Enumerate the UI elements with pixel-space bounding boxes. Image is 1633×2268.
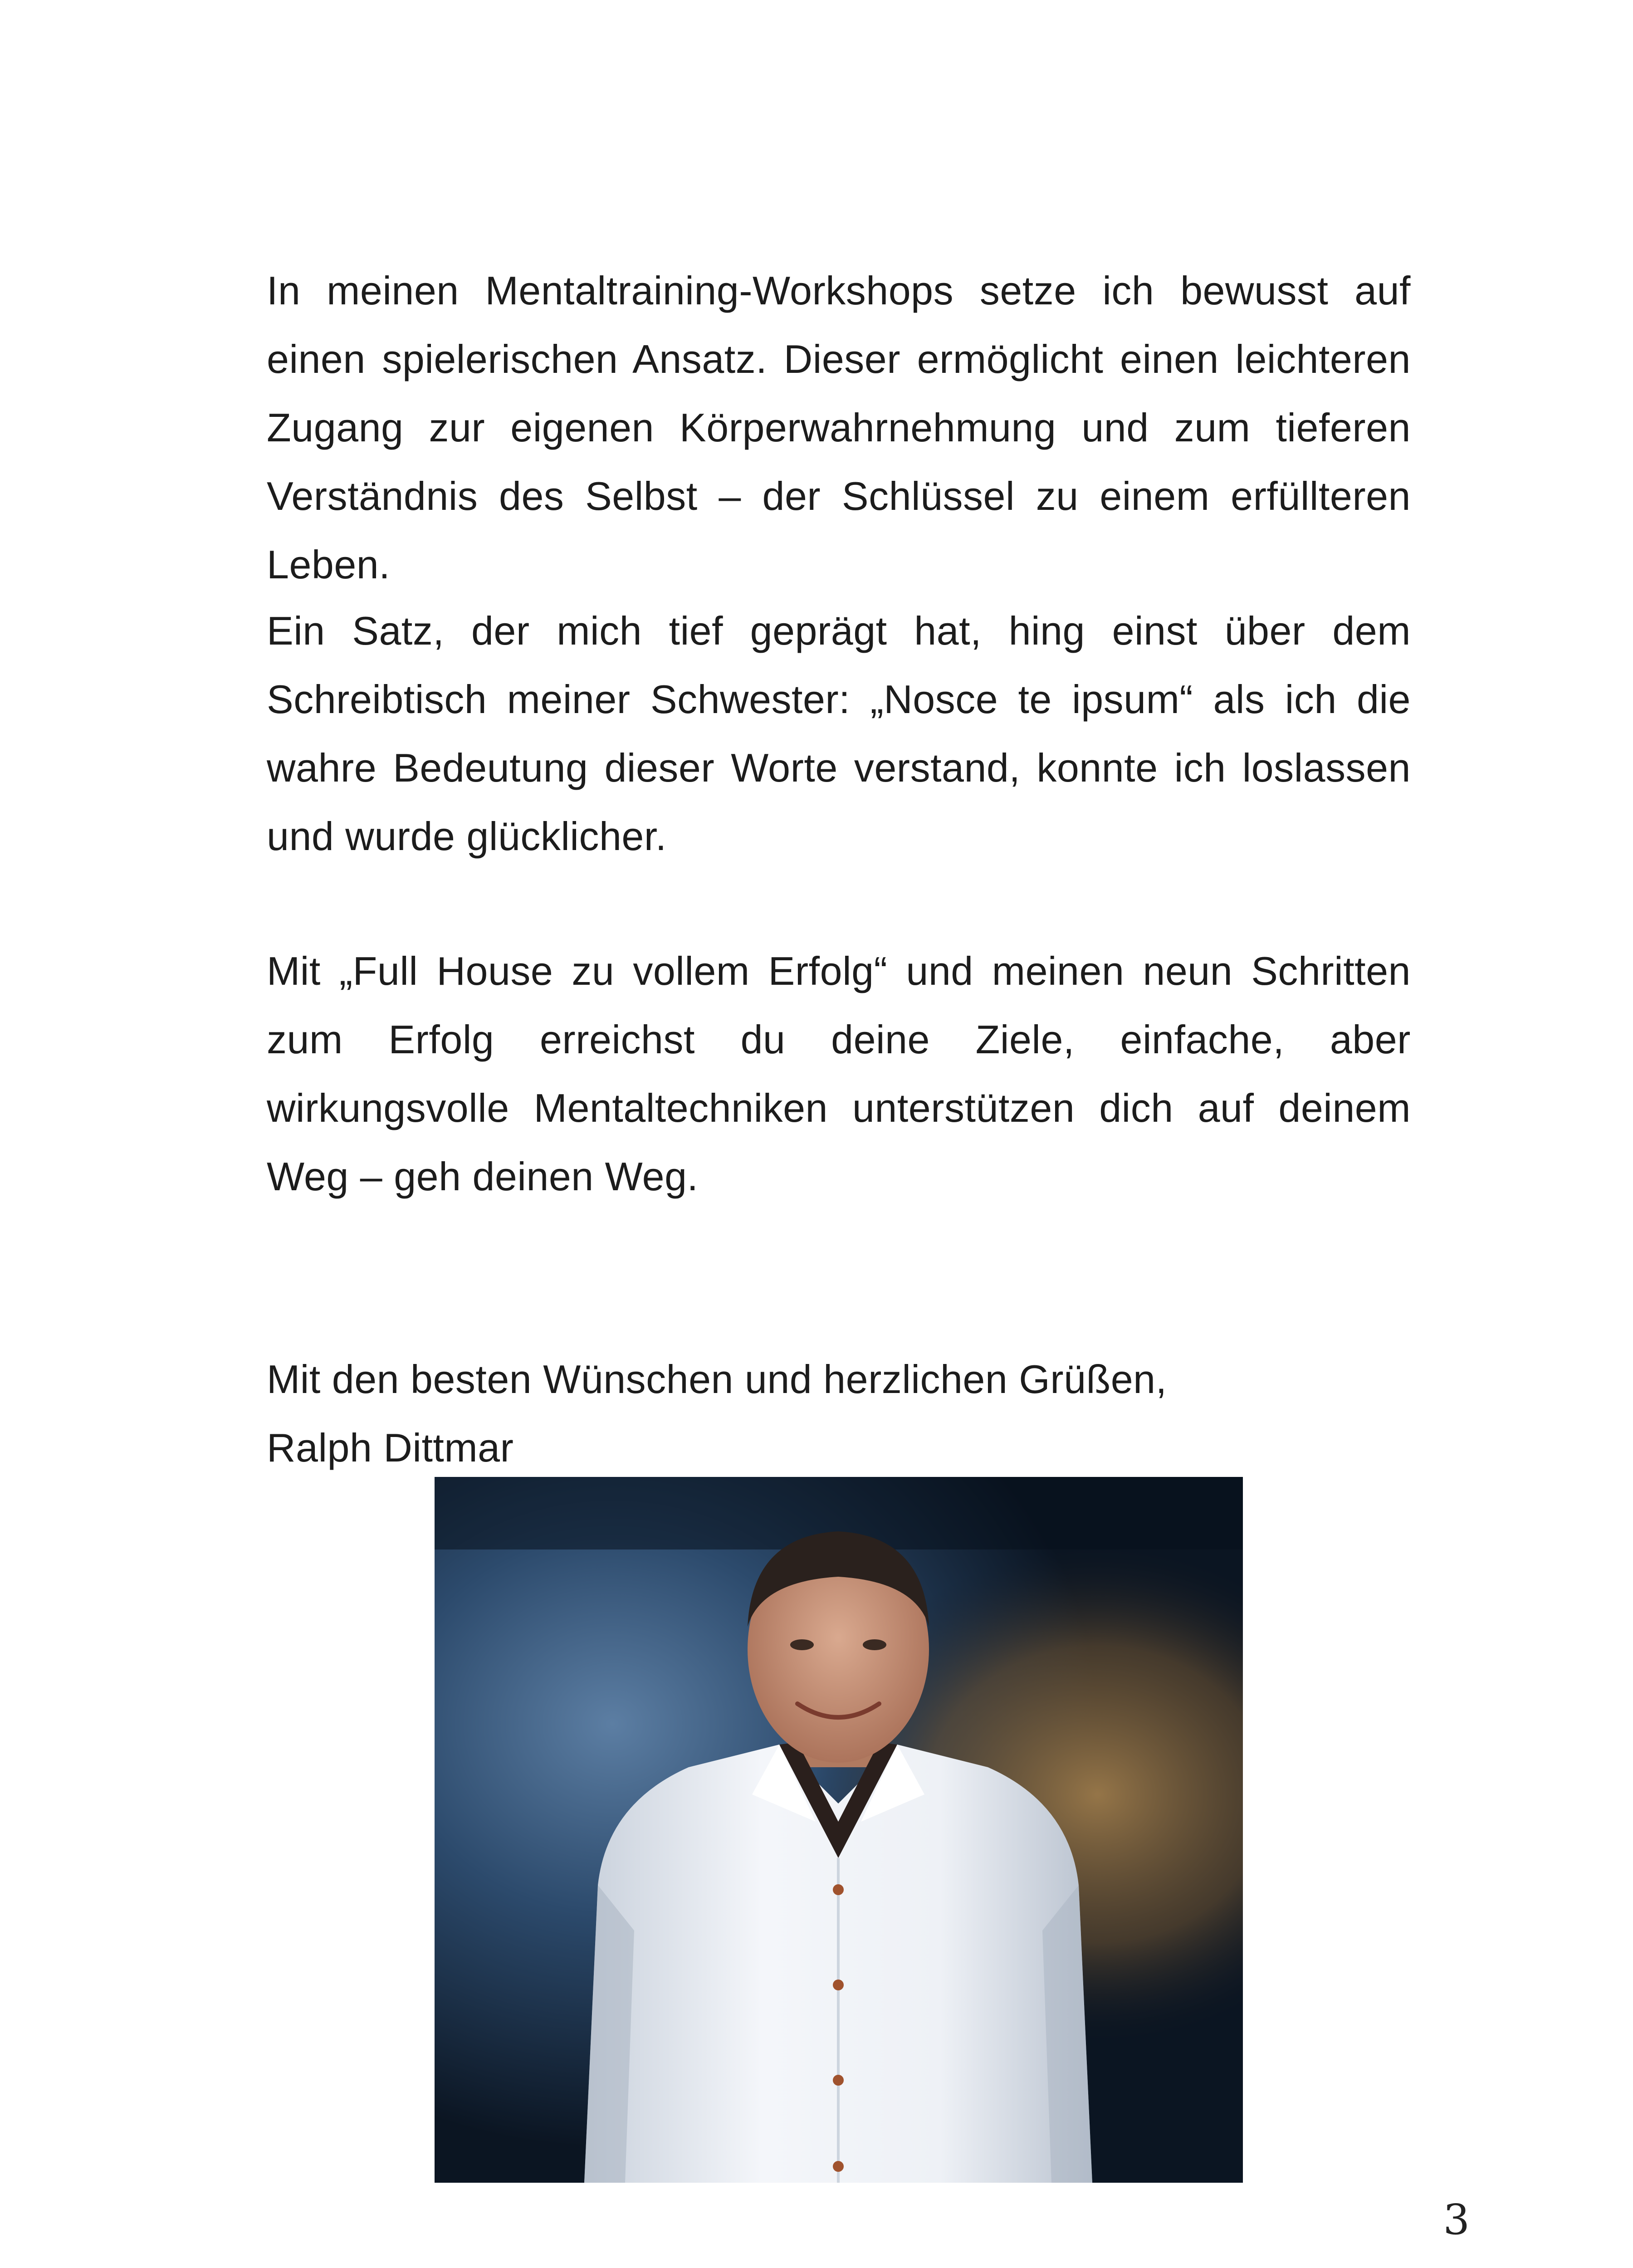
closing-block <box>267 1345 1411 1482</box>
paragraph-full-house: Mit „Full House zu vollem Erfolg“ und meinen neun Schritten zum Erfolg erreichst du deine Ziele, einfache, aber wirkungsvolle Mentaltechniken unterstützen dich auf deinem Weg – geh deinen Weg. <box>267 948 1411 1199</box>
page-number: 3 <box>1443 2195 1470 2244</box>
paragraph-nosce-te-ipsum: Ein Satz, der mich tief geprägt hat, hing einst über dem Schreibtisch meiner Schwester: „Nosce te ipsum“ als ich die wahre Bedeutung dieser Worte verstand, konnte ich loslassen und wurde glücklicher. <box>267 608 1411 859</box>
paragraph-workshops: In meinen Mentaltraining-Workshops setze ich bewusst auf einen spielerischen Ansatz. Dieser ermöglicht einen leichteren Zugang zur eigenen Körperwahrnehmung und zum tieferen Verständnis des Selbst – der Schlüssel zu einem erfüllteren Leben. <box>267 268 1411 587</box>
closing-greeting: Mit den besten Wünschen und herzlichen Grüßen, <box>267 1357 1167 1402</box>
signature-name: Ralph Dittmar <box>267 1425 514 1470</box>
author-portrait-photo <box>435 1477 1243 2183</box>
portrait-illustration <box>435 1477 1243 2183</box>
